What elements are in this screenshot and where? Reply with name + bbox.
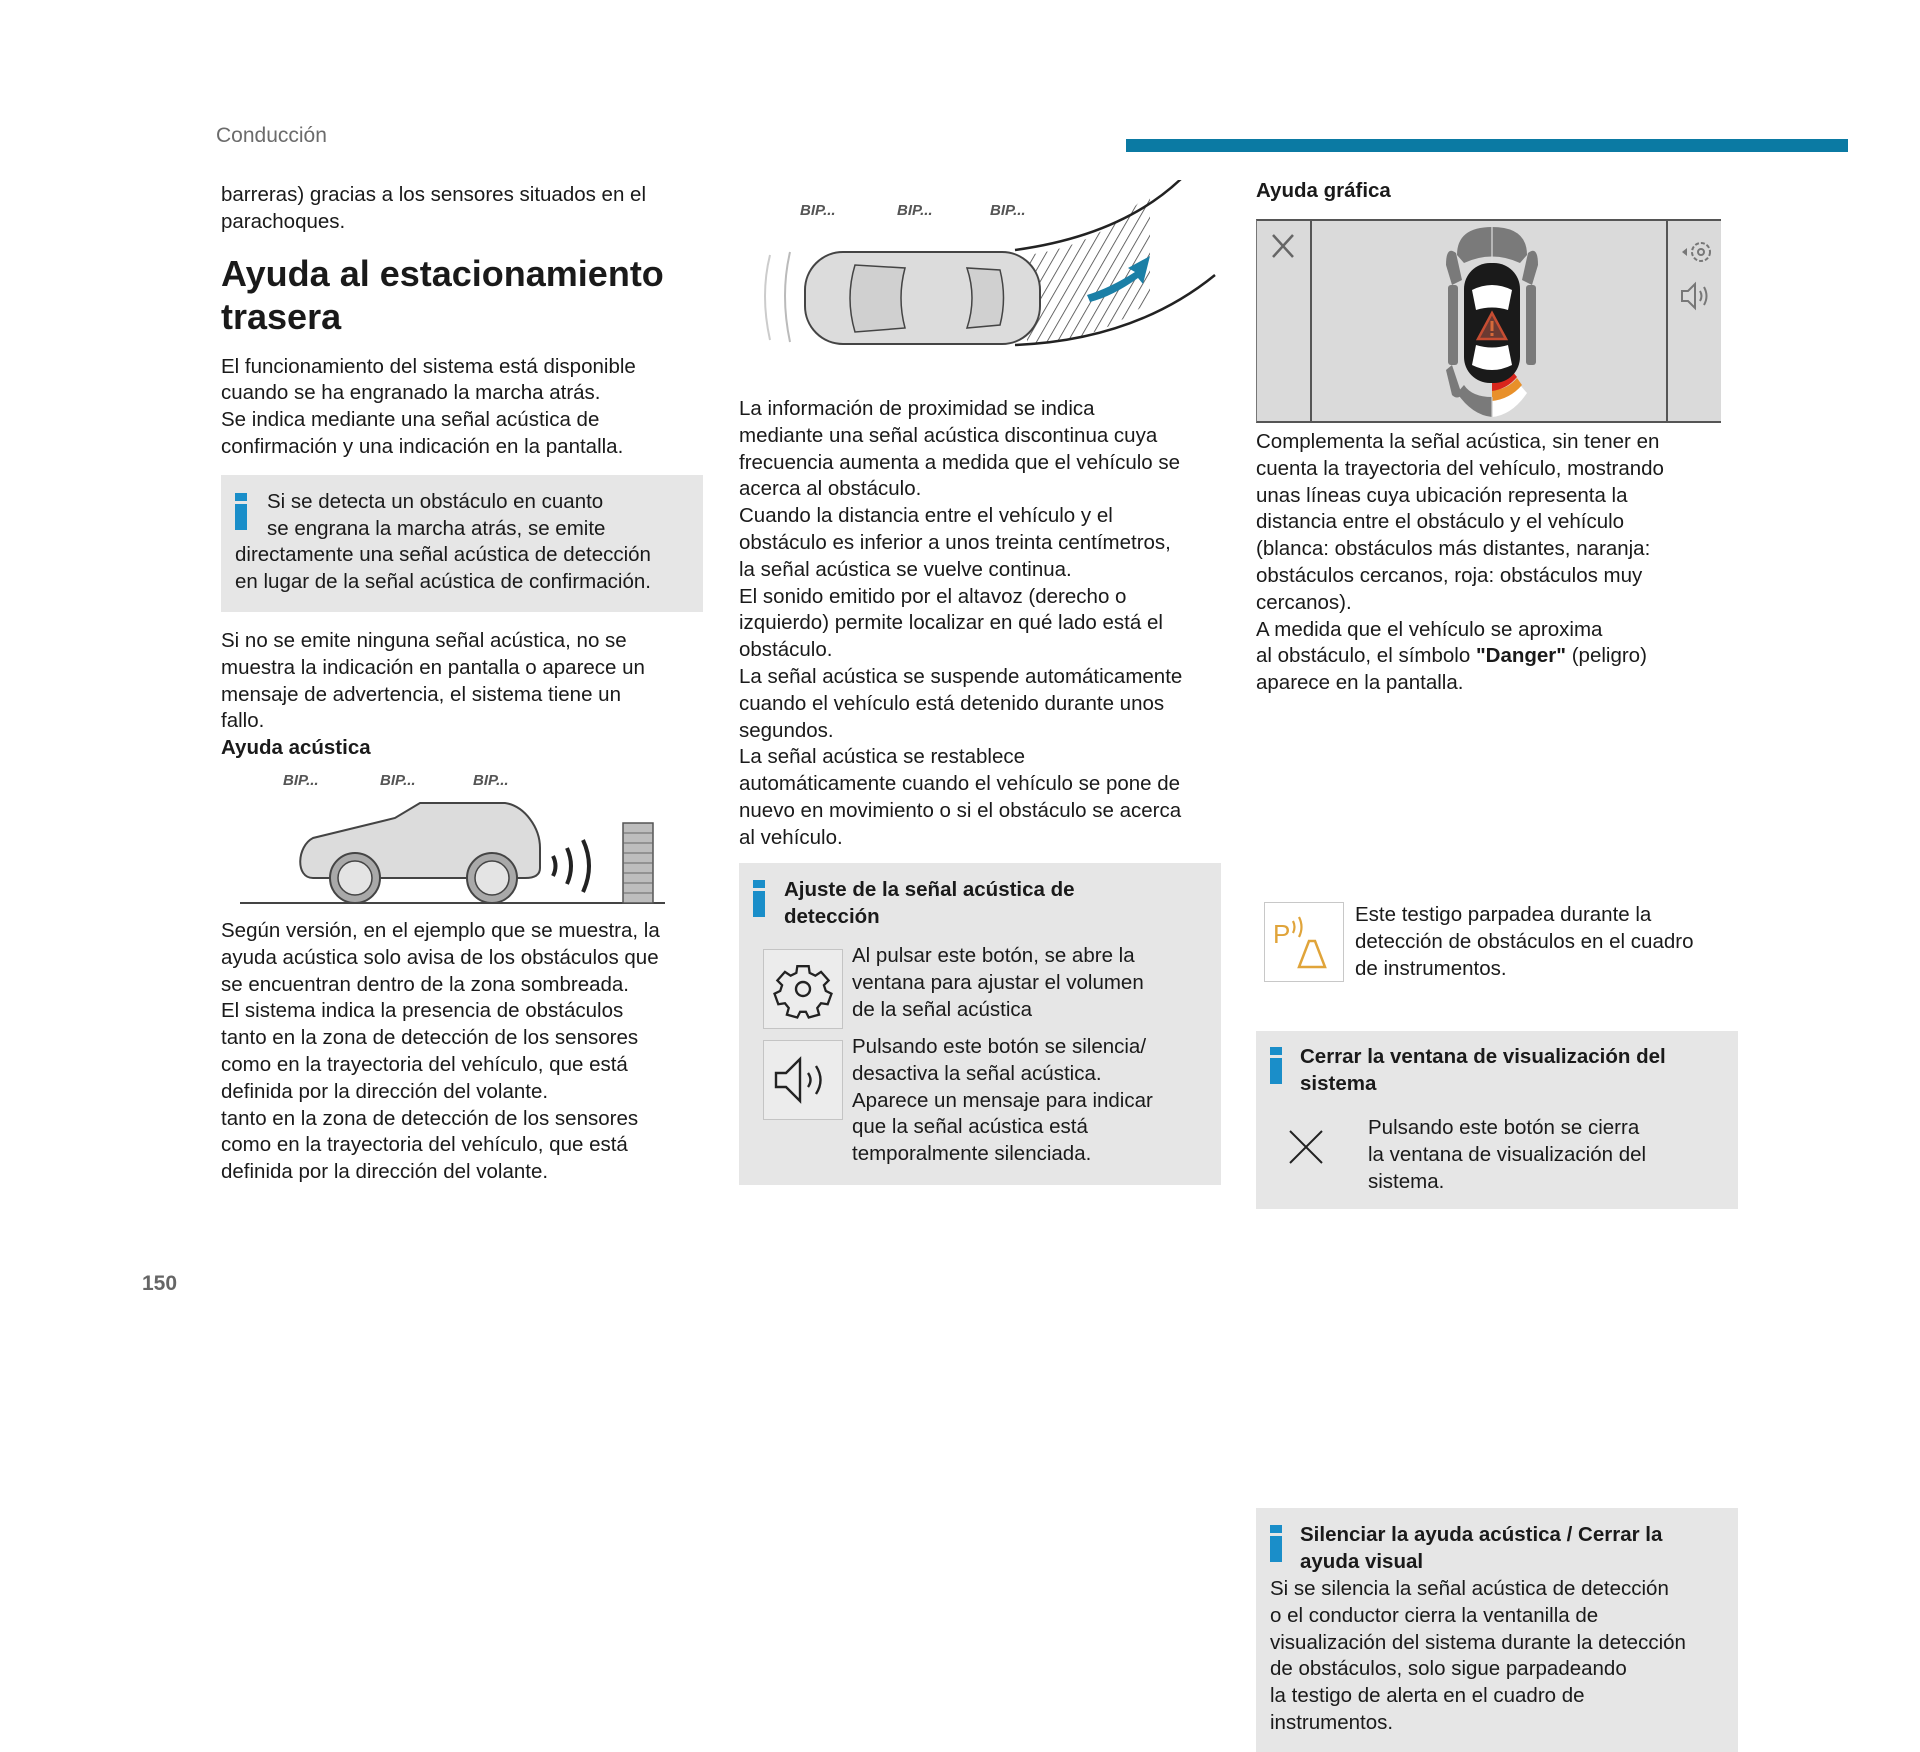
paragraph: Si no se emite ninguna señal acústica, no se muestra la indicación en pantalla o aparece un mensaje de advertencia, el sistema tiene un fallo. Ayuda acústica	[221, 628, 711, 762]
subheading: Ayuda acústica	[221, 736, 371, 760]
info-box-title: Silenciar la ayuda acústica / Cerrar la	[1300, 1523, 1663, 1546]
info-box-title: Ajuste de la señal acústica de	[784, 878, 1075, 901]
intro-line: barreras) gracias a los sensores situados en el	[221, 183, 647, 206]
parking-warning-light	[1264, 902, 1344, 982]
trajectory-illustration: BIP... BIP... BIP...	[745, 180, 1225, 370]
car-side-icon	[235, 768, 675, 908]
page-title: trasera	[221, 295, 342, 337]
svg-text:P: P	[1273, 919, 1291, 949]
left-column	[221, 182, 711, 762]
middle-paragraph: La información de proximidad se indica mediante una señal acústica discontinua cuya frecuencia aumenta a medida que el vehículo se acerca al obstáculo. Cuando la distancia entre el vehículo y el obstáculo es inferior a unos treinta centímetros, la señal acústica se vuelve continua. El sonido emitido por el altavoz (derecho o izquierdo) permite localizar en qué lado está el obstáculo. La señal acústica se suspende automáticamente cuando el vehículo está detenido durante unos segundos. La señal acústica se restablece automáticamente cuando el vehículo se pone de nuevo en movimiento o si el obstáculo se acerca al vehículo.	[739, 397, 1183, 849]
info-icon	[235, 493, 247, 530]
info-box-title: Cerrar la ventana de visualización del	[1300, 1045, 1666, 1068]
info-icon	[753, 880, 765, 917]
speaker-icon	[764, 1041, 842, 1119]
vehicle-proximity-display	[1442, 225, 1542, 421]
silence-aid-info-box: Silenciar la ayuda acústica / Cerrar la ayuda visual Si se silencia la señal acústica de detección o el conductor cierra la ventanilla de visualización del sistema durante la detección de obstáculos, solo sigue parpadeando la testigo de alerta en el cuadro de instrumentos.	[1256, 1508, 1738, 1752]
parking-display-screen	[1256, 219, 1721, 423]
info-icon	[1270, 1525, 1282, 1562]
paragraph: El funcionamiento del sistema está disponible cuando se ha engranado la marcha atrás. Se indica mediante una señal acústica de confirmación y una indicación en la pantalla.	[221, 354, 636, 458]
page-number: 150	[142, 1272, 178, 1295]
info-box-title: detección	[784, 904, 880, 928]
settings-button-illustration	[763, 949, 843, 1029]
screen-side-controls	[1666, 221, 1724, 421]
parking-sensor-warning-icon	[1265, 903, 1343, 981]
speaker-icon[interactable]	[1678, 279, 1714, 313]
section-accent-bar	[1126, 139, 1848, 152]
warning-light-description: Este testigo parpadea durante la detección de obstáculos en el cuadro de instrumentos.	[1355, 903, 1694, 980]
info-box-title: sistema	[1300, 1071, 1377, 1095]
close-icon	[1286, 1127, 1326, 1167]
intro-line: parachoques.	[221, 209, 346, 233]
info-box: Si se detecta un obstáculo en cuanto se engrana la marcha atrás, se emite directamente una señal acústica de detección en lugar de la señal acústica de confirmación.	[221, 475, 703, 612]
gear-icon	[764, 950, 842, 1028]
page-title: Ayuda al estacionamiento	[221, 252, 664, 294]
subheading: Ayuda gráfica	[1256, 179, 1391, 202]
acoustic-settings-info-box: Ajuste de la señal acústica de detección Al pulsar este botón, se abre la ventana para ajustar el volumen de la señal acústica Pulsando este botón se silencia/ desactiva la señal acústica. Aparece un mensaje para indicar que la señal acústica está temporalmente silenciada.	[739, 863, 1221, 1185]
close-icon	[1257, 221, 1310, 271]
close-window-info-box: Cerrar la ventana de visualización del sistema Pulsando este botón se cierra la ventana de visualización del sistema.	[1256, 1031, 1738, 1209]
info-box-title: ayuda visual	[1300, 1549, 1424, 1573]
info-icon	[1270, 1047, 1282, 1084]
mute-button-illustration	[763, 1040, 843, 1120]
paragraph: Según versión, en el ejemplo que se muestra, la ayuda acústica solo avisa de los obstáculos que se encuentran dentro de la zona sombreada. El sistema indica la presencia de obstáculos tanto en la zona de detección de los sensores como en la trayectoria del vehículo, que está definida por la dirección del volante. tanto en la zona de detección de los sensores como en la trayectoria del vehículo, que está definida por la dirección del volante.	[221, 919, 660, 1184]
acoustic-aid-illustration: BIP... BIP... BIP...	[235, 768, 675, 908]
graphic-aid-paragraph: Complementa la señal acústica, sin tener en cuenta la trayectoria del vehículo, mostrando unas líneas cuya ubicación representa la distancia entre el obstáculo y el vehículo (blanca: obstáculos más distantes, naranja: obstáculos cercanos, roja: obstáculos muy cercanos). A medida que el vehículo se aproxima al obstáculo, el símbolo "Danger" (peligro) aparece en la pantalla.	[1256, 430, 1664, 695]
gear-icon[interactable]	[1676, 237, 1716, 267]
danger-label: "Danger"	[1475, 644, 1567, 668]
section-label: Conducción	[216, 124, 327, 147]
close-button[interactable]	[1257, 221, 1312, 421]
